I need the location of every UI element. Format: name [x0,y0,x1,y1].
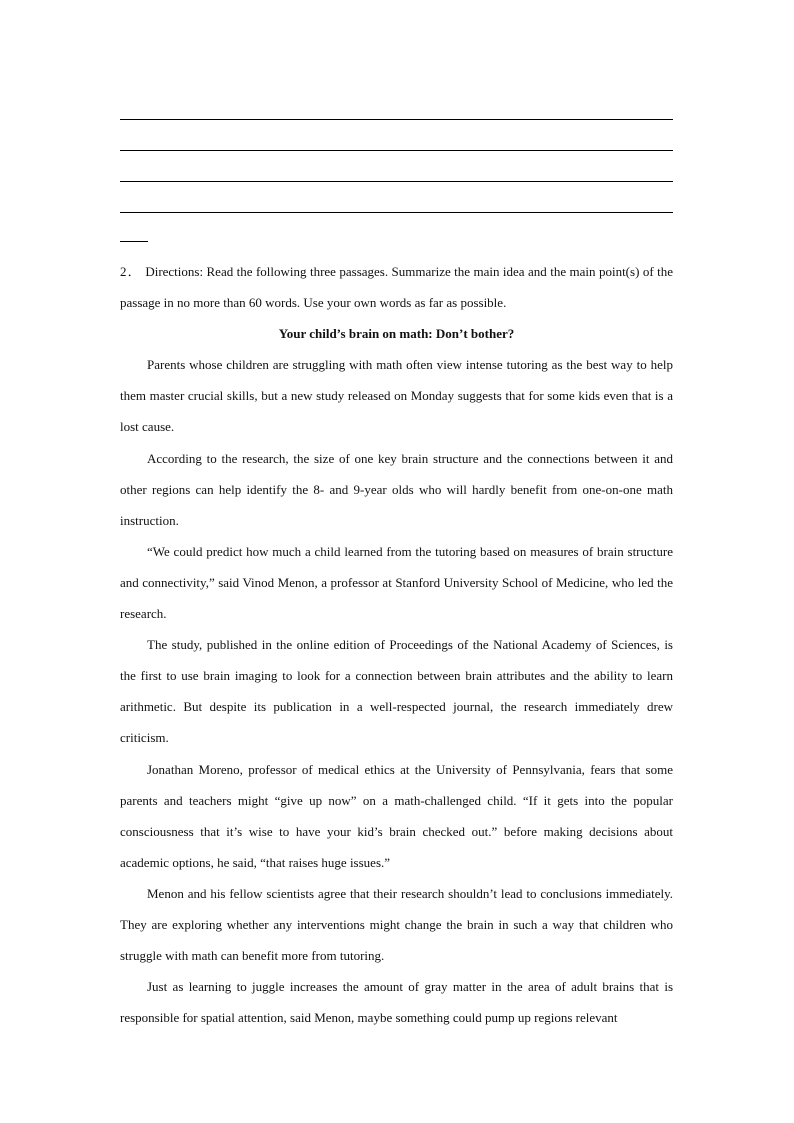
passage-paragraph-4: The study, published in the online edition of Proceedings of the National Academy of Sciences, is the first to use brain imaging to look for a connection between brain attributes and the ability to learn arithmetic. But despite its publication in a well-respected journal, the research immediately drew criticism. [120,637,673,746]
answer-line-3 [120,181,673,182]
question-content [120,256,673,1033]
passage-paragraph-3: “We could predict how much a child learned from the tutoring based on measures of brain structure and connectivity,” said Vinod Menon, a professor at Stanford University School of Medicine, who led the research. [120,543,673,622]
passage-paragraph-2: According to the research, the size of one key brain structure and the connections between it and other regions can help identify the 8- and 9-year olds who will hardly benefit from one-on-one math instruction. [120,450,673,528]
passage-paragraph-5: Jonathan Moreno, professor of medical ethics at the University of Pennsylvania, fears that some parents and teachers might “give up now” on a math-challenged child. “If it gets into the popular consciousness that it’s wise to have your kid’s brain checked out.” before making decisions about academic options, he said, “that raises huge issues.” [120,761,673,870]
directions-text: Directions: Read the following three passages. Summarize the main idea and the main point(s) of the passage in no more than 60 words. Use your own words as far as possible. [120,264,673,311]
answer-line-1 [120,119,673,120]
answer-line-2 [120,150,673,151]
document-page [120,0,673,1123]
answer-line-end [120,241,148,242]
question-number: 2． [120,264,142,279]
passage-paragraph-6: Menon and his fellow scientists agree that their research shouldn’t lead to conclusions immediately. They are exploring whether any interventions might change the brain in such a way that children who struggle with math can benefit more from tutoring. [120,885,673,964]
passage-paragraph-7: Just as learning to juggle increases the amount of gray matter in the area of adult brains that is responsible for spatial attention, said Menon, maybe something could pump up regions relevant [120,979,673,1026]
passage-title: Your child’s brain on math: Don’t bother? [278,326,515,342]
answer-line-4 [120,212,673,213]
passage-paragraph-1: Parents whose children are struggling with math often view intense tutoring as the best way to help them master crucial skills, but a new study released on Monday suggests that for some kids even that is a lost cause. [120,357,673,435]
question-directions [120,256,673,318]
